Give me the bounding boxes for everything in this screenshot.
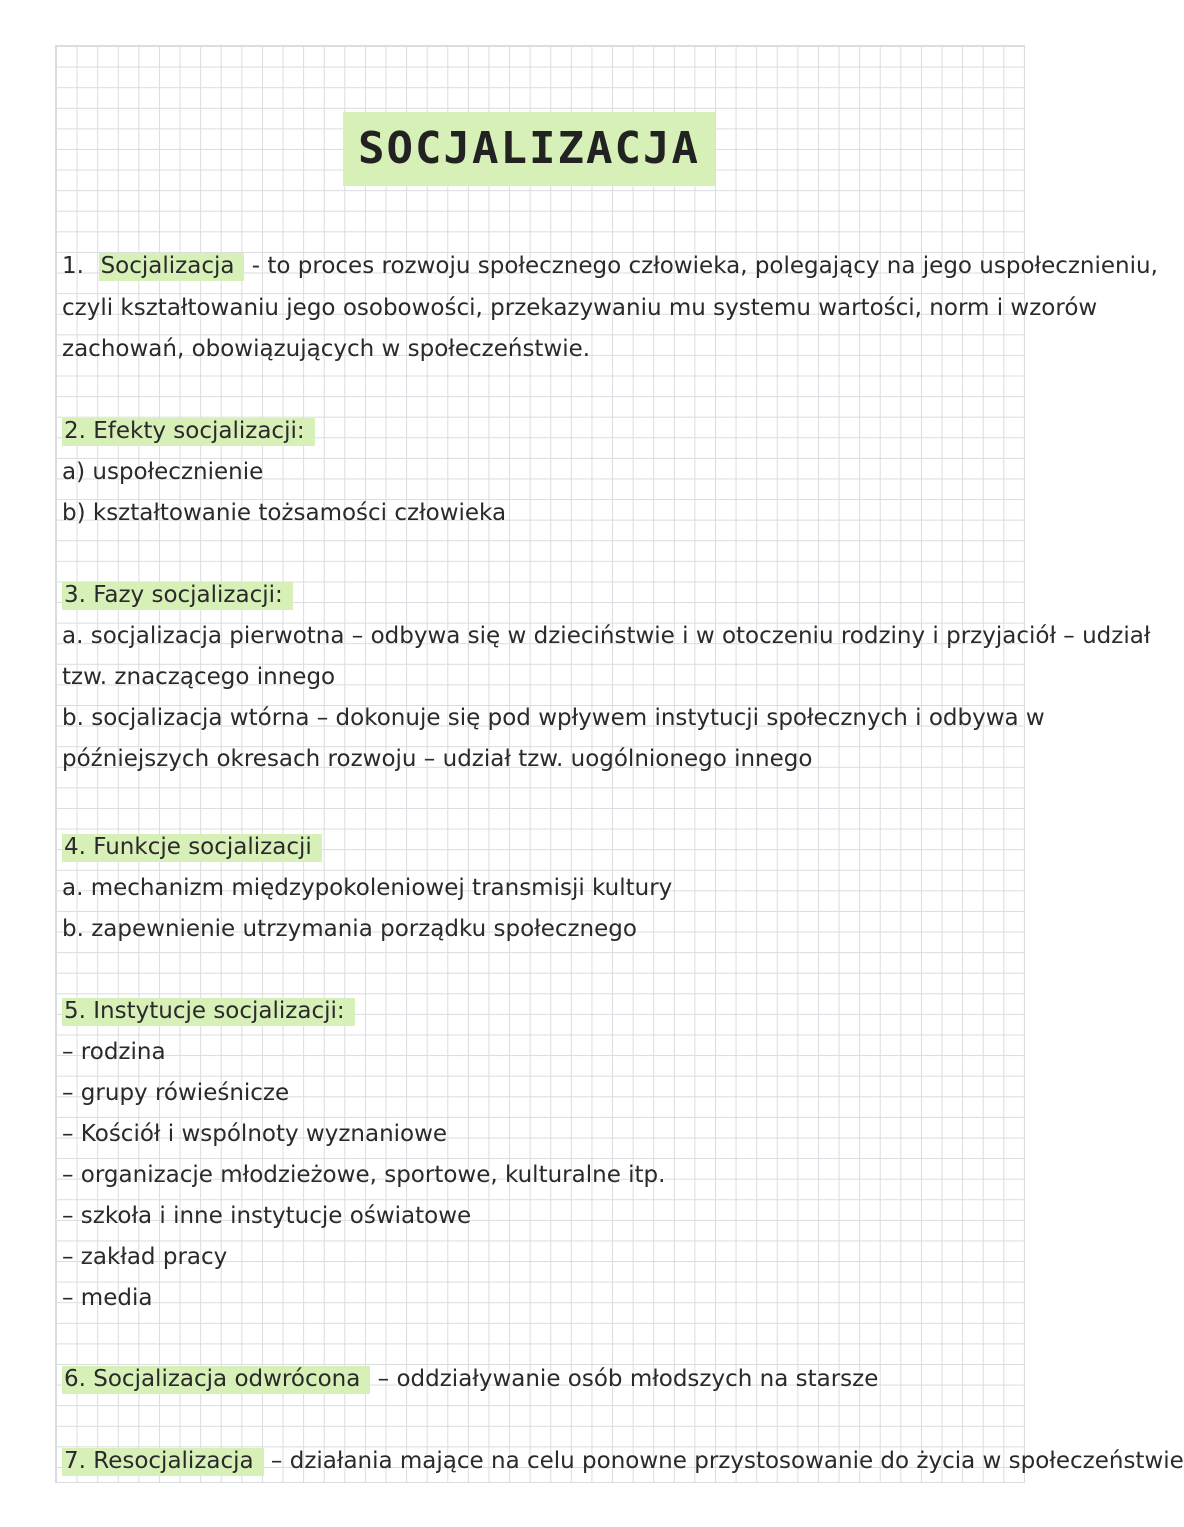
- list-item: b. zapewnienie utrzymania porządku społecznego: [62, 916, 637, 942]
- list-item: a) uspołecznienie: [62, 459, 264, 485]
- phase-line: późniejszych okresach rozwoju – udział tzw. uogólnionego innego: [62, 746, 813, 772]
- page-title: SOCJALIZACJA: [343, 112, 715, 186]
- section-heading-fazy: 3. Fazy socjalizacji:: [62, 575, 293, 615]
- section-heading-funkcje: 4. Funkcje socjalizacji: [62, 827, 322, 867]
- definition-text: – działania mające na celu ponowne przystosowanie do życia w społeczeństwie: [263, 1448, 1184, 1474]
- list-item: – organizacje młodzieżowe, sportowe, kulturalne itp.: [62, 1162, 666, 1188]
- list-item: – Kościół i wspólnoty wyznaniowe: [62, 1121, 448, 1147]
- section-heading-instytucje: 5. Instytucje socjalizacji:: [62, 991, 355, 1031]
- definition-line-3: zachowań, obowiązujących w społeczeństwie.: [62, 336, 591, 362]
- definition-resocjalizacja: [62, 1441, 1184, 1481]
- list-item: – zakład pracy: [62, 1244, 228, 1270]
- definition-line-2: czyli kształtowaniu jego osobowości, przekazywaniu mu systemu wartości, norm i wzorów: [62, 295, 1098, 321]
- definition-line-1: [62, 246, 1158, 286]
- list-item: – grupy rówieśnicze: [62, 1080, 290, 1106]
- section-number: 1.: [62, 253, 84, 279]
- phase-line: tzw. znaczącego innego: [62, 664, 336, 690]
- phase-line: b. socjalizacja wtórna – dokonuje się pod wpływem instytucji społecznych i odbywa w: [62, 705, 1045, 731]
- definition-text: - to proces rozwoju społecznego człowieka, polegający na jego uspołecznieniu,: [244, 253, 1158, 279]
- list-item: a. mechanizm międzypokoleniowej transmisji kultury: [62, 875, 673, 901]
- section-heading-efekty: 2. Efekty socjalizacji:: [62, 411, 315, 451]
- definition-text: – oddziaływanie osób młodszych na starsze: [370, 1366, 879, 1392]
- phase-line: a. socjalizacja pierwotna – odbywa się w dzieciństwie i w otoczeniu rodziny i przyjaciół – udział: [62, 623, 1151, 649]
- list-item: – media: [62, 1285, 153, 1311]
- term-resocjalizacja: 7. Resocjalizacja: [62, 1448, 264, 1476]
- term-odwrocona: 6. Socjalizacja odwrócona: [62, 1366, 370, 1394]
- term-socjalizacja: Socjalizacja: [99, 253, 245, 281]
- definition-odwrocona: [62, 1359, 878, 1399]
- list-item: b) kształtowanie tożsamości człowieka: [62, 500, 507, 526]
- list-item: – rodzina: [62, 1039, 166, 1065]
- list-item: – szkoła i inne instytucje oświatowe: [62, 1203, 472, 1229]
